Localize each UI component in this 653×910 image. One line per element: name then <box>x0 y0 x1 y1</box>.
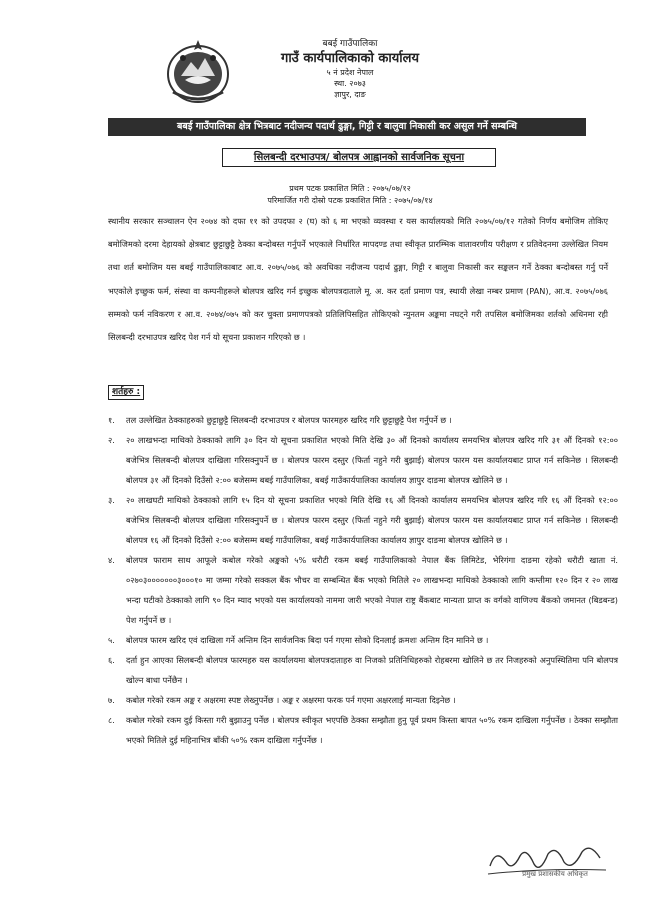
province-line: ५ नं प्रदेश नेपाल <box>326 68 374 77</box>
conditions-list <box>108 410 618 750</box>
office-header <box>250 38 450 100</box>
signatory-title: प्रमुख प्रशासकीय अधिकृत <box>522 870 588 878</box>
condition-item: ५. बोलपत्र फारम खरिद एवं दाखिला गर्ने अन्तिम दिन सार्वजनिक बिदा पर्न गएमा सोको दिनलाई क्रमशः अन्तिम दिन मानिने छ । <box>108 635 489 645</box>
notice-title: सिलबन्दी दरभाउपत्र/ बोलपत्र आह्वानको सार्वजनिक सूचना <box>222 148 496 167</box>
condition-item: १. तल उल्लेखित ठेक्काहरुको छुट्टाछुट्टै सिलबन्दी दरभाउपत्र र बोलपत्र फारमहरु खरिद गरि छुट्टाछुट्टै पेश गर्नुपर्ने छ । <box>108 415 452 425</box>
first-publication-date: प्रथम पटक प्रकाशित मिति : २०७५/०७/१२ <box>289 184 411 193</box>
established-line: स्था. २०७३ <box>334 79 366 88</box>
condition-item: ३. २० लाखघटी माथिको ठेक्काको लागि १५ दिन यो सूचना प्रकाशित भएको मिति देखि १६ औं दिनको कार्यालय समयभित्र बोलपत्र खरिद गरि १६ औं दिनको १२:०० बजेभित्र सिलबन्दी बोलपत्र दाखिला गरिसक्नुपर्ने छ । बोलपत्र फारम दस्तुर (फिर्ता नहुने गरी बुझाई) बोलपत्र फारम यस कार्यालयबाट प्राप्त गर्न सकिनेछ । सिलबन्दी बोलपत्र १६ औं दिनको दिउँसो २:०० बजेसम्म बबई गाउँपालिका, बबई गाउँकार्यपालिका कार्यालय ज्ञापुर दाङमा बोलपत्र खोलिने छ । <box>108 495 618 545</box>
conditions-heading: शर्तहरु : <box>108 385 144 400</box>
subject-banner: बबई गाउँपालिका क्षेत्र भित्रबाट नदीजन्य पदार्थ ढुङ्गा, गिट्टी र बालुवा निकासी कर असुल गर्ने सम्बन्धि <box>108 118 586 136</box>
signature-icon <box>482 838 612 888</box>
second-publication-date: परिमार्जित गरी दोस्रो पटक प्रकाशित मिति : २०७५/०७/१४ <box>267 196 433 205</box>
publication-dates <box>200 183 500 207</box>
intro-paragraph: स्थानीय सरकार सञ्चालन ऐन २०७४ को दफा ११ को उपदफा २ (घ) को ६ मा भएको व्यवस्था र यस कार्यालयको मिति २०७५/०७/१२ गतेको निर्णय बमोजिम तोकिए बमोजिमको दरमा देहायको क्षेत्रबाट छुट्टाछुट्टै ठेक्का बन्दोबस्त गर्नुपर्ने भएकाले निर्धारित मापदण्ड तथा स्वीकृत प्रारम्भिक वातावरणीय परीक्षण र प्रतिवेदनमा उल्लेखित नियम तथा शर्त बमोजिम यस बबई गाउँपालिकाबाट आ.व. २०७५/०७६ को अवधिका नदीजन्य पदार्थ ढुङ्गा, गिट्टी र बालुवा निकासी कर सङ्कलन गर्ने ठेक्का बन्दोबस्त गर्नु पर्ने भएकोले इच्छुक फर्म, संस्था वा कम्पनीहरूले बोलपत्र खरिद गर्न इच्छुक बोलपत्रदाताले मू. अ. कर दर्ता प्रमाण पत्र, स्थायी लेखा नम्बर प्रमाण (PAN), आ.व. २०७५/०७६ सम्मको फर्म नविकरण र आ.व. २०७४/०७५ को कर चुक्ता प्रमाणपत्रको प्रतिलिपिसहित तोकिएको न्युनतम अङ्कमा नघट्ने गरी तपसिल बमोजिमका शर्तको अधिनमा रही सिलबन्दी दरभाउपत्र खरिद पेश गर्न यो सूचना प्रकाशन गरिएको छ । <box>108 216 608 343</box>
condition-item: ४. बोलपत्र फाराम साथ आफूले कबोल गरेको अङ्कको ५% धरौटी रकम बबई गाउँपालिकाको नेपाल बैंक लिमिटेड, भेरिगंगा दाङमा रहेको धरौटी खाता नं. ०२७०३०००००००३०००१० मा जम्मा गरेको सक्कल बैंक भौचर वा सम्बन्धित बैंक भएको मितिले २० लाखभन्दा माथिको ठेक्काको लागि कम्तीमा १२० दिन र २० लाख भन्दा घटीको ठेक्काको लागि ९० दिन म्याद भएको यस कार्यालयको नाममा जारी भएको नेपाल राष्ट्र बैंकबाट मान्यता प्राप्त क वर्गको वाणिज्य बैंकको जमानत (बिडबन्ड) पेश गर्नुपर्ने छ । <box>108 555 618 625</box>
nepal-emblem-icon <box>163 36 233 108</box>
municipality-name: बबई गाउँपालिका <box>322 39 378 49</box>
condition-item: ७. कबोल गरेको रकम अङ्क र अक्षरमा स्पष्ट लेख्नुपर्नेछ । अङ्क र अक्षरमा फरक पर्न गएमा अक्षरलाई मान्यता दिइनेछ । <box>108 695 456 705</box>
condition-item: ८. कबोल गरेको रकम दुई किस्ता गरी बुझाउनु पर्नेछ । बोलपत्र स्वीकृत भएपछि ठेक्का सम्झौता हुनु पूर्व प्रथम किस्ता बापत ५०% रकम दाखिला गर्नुपर्नेछ । ठेक्का सम्झौता भएको मितिले दुई महिनाभित्र बाँकी ५०% रकम दाखिला गर्नुपर्नेछ । <box>108 715 618 745</box>
office-name: गाउँ कार्यपालिकाको कार्यालय <box>281 51 419 66</box>
condition-item: २. २० लाखभन्दा माथिको ठेक्काको लागि ३० दिन यो सूचना प्रकाशित भएको मिति देखि ३० औं दिनको कार्यालय समयभित्र बोलपत्र खरिद गरि ३१ औं दिनको १२:०० बजेभित्र सिलबन्दी बोलपत्र दाखिला गरिसक्नुपर्ने छ । बोलपत्र फारम दस्तुर (फिर्ता नहुने गरी बुझाई) बोलपत्र फारम यस कार्यालयबाट प्राप्त गर्न सकिनेछ । सिलबन्दी बोलपत्र ३१ औं दिनको दिउँसो २:०० बजेसम्म बबई गाउँपालिका, बबई गाउँकार्यपालिका कार्यालय ज्ञापुर दाङमा बोलपत्र खोलिने छ । <box>108 435 618 485</box>
address-line: ज्ञापुर, दाङ <box>334 90 366 99</box>
condition-item: ६. दर्ता हुन आएका सिलबन्दी बोलपत्र फारमहरु यस कार्यालयमा बोलपत्रदाताहरु वा निजको प्रतिनिधिहरुको रोहबरमा खोलिने छ तर निजहरुको अनुपस्थितिमा पनि बोलपत्र खोल्न बाधा पर्नेछैन । <box>108 655 618 685</box>
